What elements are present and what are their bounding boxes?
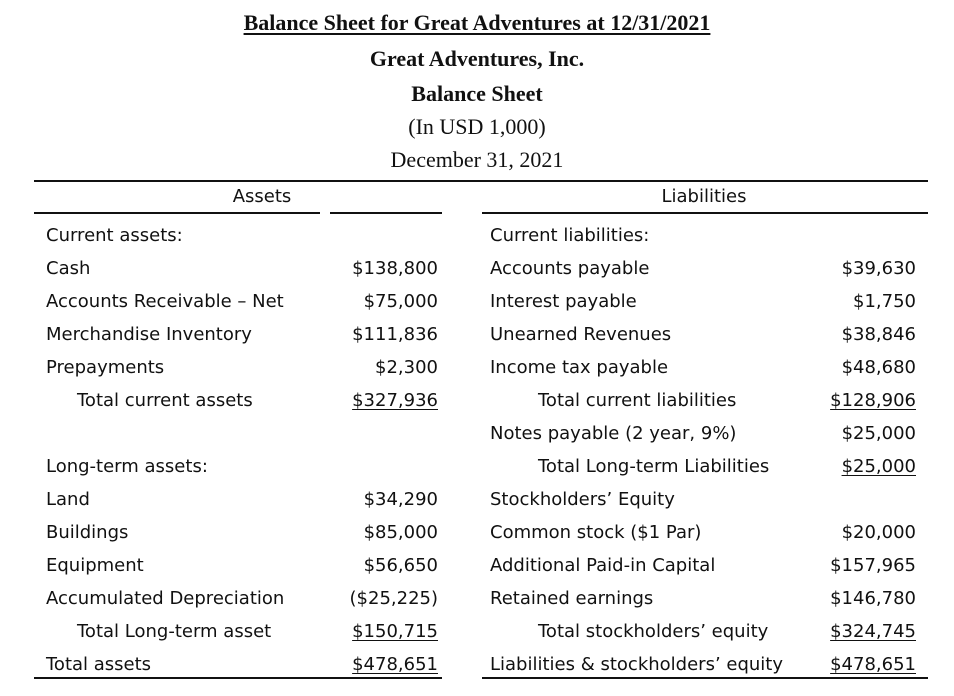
liability-label: Income tax payable — [490, 357, 669, 378]
assets-header-rule — [34, 212, 320, 214]
liability-label: Common stock ($1 Par) — [490, 522, 702, 543]
liability-label: Accounts payable — [490, 258, 650, 279]
liability-amount: $25,000 — [841, 423, 916, 444]
liability-amount: $1,750 — [853, 291, 916, 312]
liability-label: Retained earnings — [490, 588, 654, 609]
liability-amount: $39,630 — [841, 258, 916, 279]
asset-amount: $111,836 — [352, 324, 438, 345]
asset-amount: $478,651 — [352, 654, 438, 675]
liability-amount: $25,000 — [841, 456, 916, 477]
liability-amount: $324,745 — [830, 621, 916, 642]
statement-name: Balance Sheet — [411, 81, 543, 106]
asset-label: Total assets — [46, 654, 152, 675]
asset-amount: $85,000 — [363, 522, 438, 543]
asset-label: Accumulated Depreciation — [46, 588, 285, 609]
asset-amount: $2,300 — [375, 357, 438, 378]
liability-amount: $157,965 — [830, 555, 916, 576]
asset-label: Cash — [46, 258, 91, 279]
asset-label: Merchandise Inventory — [46, 324, 252, 345]
liabilities-header-rule — [482, 212, 928, 214]
liability-amount: $20,000 — [841, 522, 916, 543]
asset-label: Buildings — [46, 522, 129, 543]
asset-label: Total Long-term asset — [77, 621, 272, 642]
asset-amount: $138,800 — [352, 258, 438, 279]
liability-label: Total stockholders’ equity — [538, 621, 769, 642]
company-name: Great Adventures, Inc. — [369, 46, 585, 71]
statement-date: December 31, 2021 — [390, 147, 564, 172]
liability-label: Additional Paid-in Capital — [490, 555, 716, 576]
liability-label: Total current liabilities — [538, 390, 737, 411]
document-title: Balance Sheet for Great Adventures at 12/31/2021 — [243, 10, 711, 35]
liability-amount: $478,651 — [830, 654, 916, 675]
liabilities-header: Liabilities — [661, 186, 747, 207]
liability-amount: $146,780 — [830, 588, 916, 609]
liability-label: Stockholders’ Equity — [490, 489, 675, 510]
assets-bottom-rule — [34, 677, 442, 679]
liability-label: Total Long-term Liabilities — [538, 456, 770, 477]
asset-amount: $56,650 — [363, 555, 438, 576]
asset-amount: $75,000 — [363, 291, 438, 312]
liability-amount: $38,846 — [841, 324, 916, 345]
liability-label: Interest payable — [490, 291, 637, 312]
liability-label: Notes payable (2 year, 9%) — [490, 423, 737, 444]
table-top-rule — [34, 180, 928, 182]
asset-amount: $34,290 — [363, 489, 438, 510]
asset-label: Land — [46, 489, 90, 510]
asset-amount: ($25,225) — [349, 588, 438, 609]
liability-label: Liabilities & stockholders’ equity — [490, 654, 784, 675]
liability-amount: $48,680 — [841, 357, 916, 378]
asset-label: Accounts Receivable – Net — [46, 291, 284, 312]
asset-label: Prepayments — [46, 357, 165, 378]
liabilities-bottom-rule — [482, 677, 928, 679]
liability-label: Current liabilities: — [490, 225, 650, 246]
asset-amount: $327,936 — [352, 390, 438, 411]
units-note: (In USD 1,000) — [408, 114, 546, 139]
liability-label: Unearned Revenues — [490, 324, 672, 345]
asset-label: Long-term assets: — [46, 456, 208, 477]
asset-label: Equipment — [46, 555, 144, 576]
asset-label: Current assets: — [46, 225, 183, 246]
liability-amount: $128,906 — [830, 390, 916, 411]
asset-amount: $150,715 — [352, 621, 438, 642]
assets-header: Assets — [232, 186, 292, 207]
asset-label: Total current assets — [77, 390, 253, 411]
assets-amount-header-rule — [330, 212, 442, 214]
